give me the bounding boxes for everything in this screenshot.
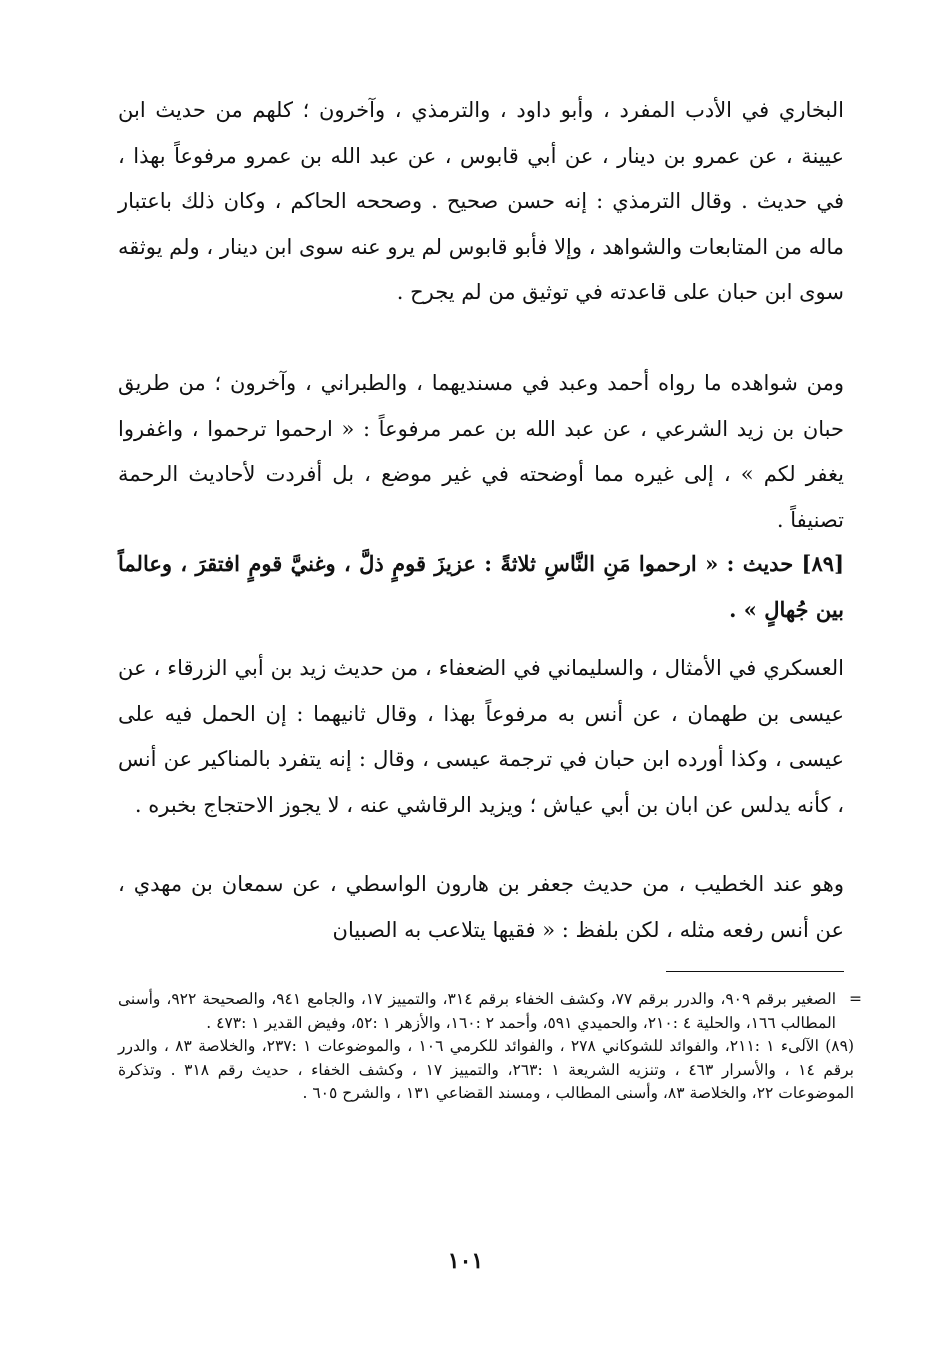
footnote-divider xyxy=(666,971,844,972)
body-paragraph: البخاري في الأدب المفرد ، وأبو داود ، والترمذي ، وآخرون ؛ كلهم من حديث ابن عيينة ، عن عمرو بن دينار ، عن أبي قابوس ، عن عبد الله بن عمرو مرفوعاً بهذا ، في حديث . وقال الترمذي : إنه حسن صحيح . وصححه الحاكم ، وكان ذلك باعتبار ماله من المتابعات والشواهد ، وإلا فأبو قابوس لم يرو عنه سوى ابن دينار ، ولم يوثقه سوى ابن حبان على قاعدته في توثيق من لم يجرح . xyxy=(118,98,844,304)
body-paragraph: العسكري في الأمثال ، والسليماني في الضعفاء ، من حديث زيد بن أبي الزرقاء ، عن عيسى بن طهمان ، عن أنس به مرفوعاً بهذا ، وقال ثانيهما : إن الحمل فيه على عيسى ، وكذا أورده ابن حبان في ترجمة عيسى ، وقال : إنه يتفرد بالمناكير عن أنس ، كأنه يدلس عن ابان بن أبي عياش ؛ ويزيد الرقاشي عنه ، لا يجوز الاحتجاج بخبره . xyxy=(118,656,844,817)
footnote-text: (٨٩) الآلىء ١ :٢١١، والفوائد للشوكاني ٢٧٨ ، والفوائد للكرمي ١٠٦ ، والموضوعات ١ :٢٣٧، والخلاصة ٨٣ ، والدرر برقم ١٤ ، والأسرار ٤٦٣ ، وتنزيه الشريعة ١ :٢٦٣، والتمييز ١٧ ، وكشف الخفاء ، حديث رقم ٣١٨ . وتذكرة الموضوعات ٢٢، والخلاصة ٨٣، وأسنى المطالب ، ومسند القضاعي ١٣١ ، والشرح ٦٠٥ . xyxy=(118,1037,854,1102)
body-paragraph: وهو عند الخطيب ، من حديث جعفر بن هارون الواسطي ، عن سمعان بن مهدي ، عن أنس رفعه مثله ، لكن بلفظ : « فقيها يتلاعب به الصبيان xyxy=(118,872,844,942)
footnote-89 xyxy=(118,1035,854,1106)
page-number: ١٠١ xyxy=(447,1248,484,1274)
footnote-text: الصغير برقم ٩٠٩، والدرر برقم ٧٧، وكشف الخفاء برقم ٣١٤، والتمييز ١٧، والجامع ٩٤١، والصحيحة ٩٢٢، وأسنى المطالب ١٦٦، والحلية ٤ :٢١٠، والحميدي ٥٩١، وأحمد ٢ :١٦٠، والأزهر ١ :٥٢، وفيض القدير ١ :٤٧٣ . xyxy=(118,990,836,1032)
footnote-continued xyxy=(118,988,862,1035)
footnotes xyxy=(118,988,862,1106)
hadith-heading: [٨٩] حديث : « ارحموا مَنِ النَّاسِ ثلاثةً : عزيزَ قومٍ ذلَّ ، وغنيَّ قومٍ افتقرَ ، وعالماً بين جُهالٍ » . xyxy=(118,551,844,622)
continuation-mark: = xyxy=(849,990,862,1008)
body-paragraph: ومن شواهده ما رواه أحمد وعبد في مسنديهما ، والطبراني ، وآخرون ؛ من طريق حبان بن زيد الشرعي ، عن عبد الله بن عمر مرفوعاً : « ارحموا ترحموا ، واغفروا يغفر لكم » ، إلى غيره مما أوضحته في غير موضع ، بل أفردت لأحاديث الرحمة تصنيفاً . xyxy=(118,371,844,532)
